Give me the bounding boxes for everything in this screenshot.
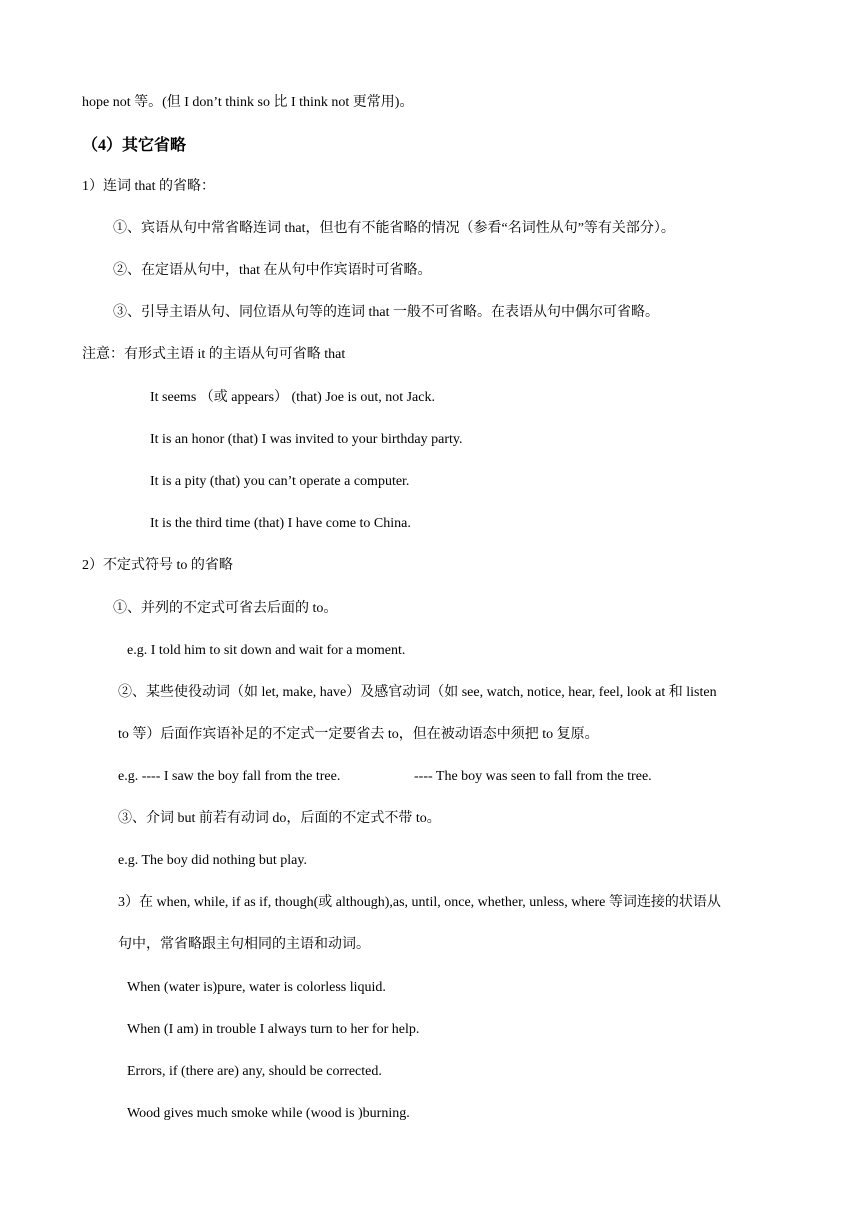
text-line: to 等）后面作宾语补足的不定式一定要省去 to，但在被动语态中须把 to 复原。 bbox=[118, 727, 599, 742]
text-line: ①、宾语从句中常省略连词 that，但也有不能省略的情况（参看“名词性从句”等有关部分）。 bbox=[113, 221, 675, 236]
text-line: ②、某些使役动词（如 let, make, have）及感官动词（如 see, watch, notice, hear, feel, look at 和 listen bbox=[118, 685, 717, 700]
example-line: e.g. ---- I saw the boy fall from the tree. bbox=[118, 769, 341, 784]
example-line: It is a pity (that) you can’t operate a computer. bbox=[150, 474, 410, 489]
example-line: e.g. The boy did nothing but play. bbox=[118, 853, 307, 868]
text-line: ①、并列的不定式可省去后面的 to。 bbox=[113, 601, 338, 616]
text-line: ③、介词 but 前若有动词 do，后面的不定式不带 to。 bbox=[118, 811, 441, 826]
example-line: When (I am) in trouble I always turn to her for help. bbox=[127, 1022, 420, 1037]
subsection-heading: 2）不定式符号 to 的省略 bbox=[82, 558, 233, 573]
text-line: ③、引导主语从句、同位语从句等的连词 that 一般不可省略。在表语从句中偶尔可省略。 bbox=[113, 305, 659, 320]
example-line: It is an honor (that) I was invited to your birthday party. bbox=[150, 432, 463, 447]
subsection-heading: 1）连词 that 的省略： bbox=[82, 179, 215, 194]
example-line: e.g. I told him to sit down and wait for a moment. bbox=[127, 643, 406, 658]
example-line: Wood gives much smoke while (wood is )burning. bbox=[127, 1106, 410, 1121]
text-line: hope not 等。(但 I don’t think so 比 I think not 更常用)。 bbox=[82, 95, 414, 110]
subsection-heading: 3）在 when, while, if as if, though(或 although),as, until, once, whether, unless, where 等词连接的状语从 bbox=[118, 895, 721, 910]
example-line: When (water is)pure, water is colorless liquid. bbox=[127, 980, 386, 995]
example-line: Errors, if (there are) any, should be corrected. bbox=[127, 1064, 382, 1079]
example-line: It is the third time (that) I have come to China. bbox=[150, 516, 411, 531]
text-line: 句中，常省略跟主句相同的主语和动词。 bbox=[118, 937, 370, 952]
example-line: ---- The boy was seen to fall from the tree. bbox=[414, 769, 652, 784]
example-line: It seems （或 appears） (that) Joe is out, not Jack. bbox=[150, 390, 435, 405]
text-line: ②、在定语从句中，that 在从句中作宾语时可省略。 bbox=[113, 263, 432, 278]
note-line: 注意：有形式主语 it 的主语从句可省略 that bbox=[82, 347, 346, 362]
section-heading: （4）其它省略 bbox=[82, 137, 187, 154]
